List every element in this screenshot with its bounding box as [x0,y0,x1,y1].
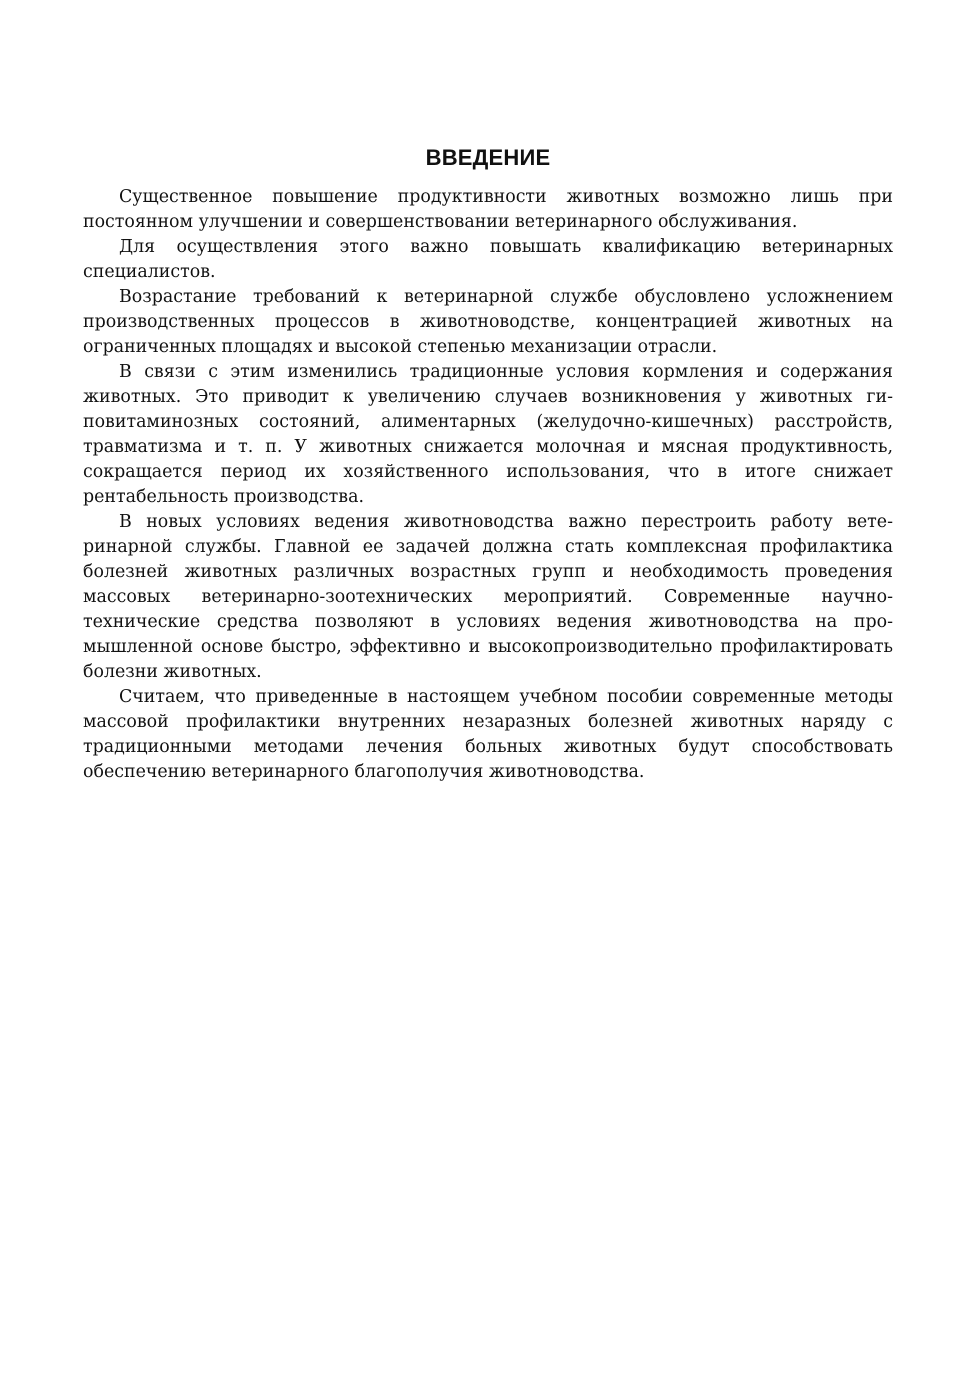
section-heading: ВВЕДЕНИЕ [425,145,551,170]
paragraph-4: В связи с этим изменились традиционные условия кормления и содержания животных. Это приводит к увеличению случаев возникновения у животных гиповитаминозных состояний, алиментарных (желудочно-кишечных) расстройств, травматизма и т. п. У животных снижается молочная и мясная продуктивность, сокращается период их хозяйственного использования, что в итоге снижает рентабельность производства. [83,362,893,507]
paragraph-2: Для осуществления этого важно повышать квалификацию ветеринарных специалистов. [83,237,893,282]
paragraph-6: Считаем, что приведенные в настоящем учебном пособии современные методы массовой профилактики внутренних незаразных болезней животных наряду с традиционными методами лечения больных животных будут способствовать обеспечению ветеринарного благополучия животноводства. [83,687,893,782]
body-text [83,185,893,785]
paragraph-5: В новых условиях ведения животноводства важно перестроить работу ветеринарной службы. Главной ее задачей должна стать комплексная профилактика болезней животных различных возрастных групп и необходимость проведения массовых ветеринарно-зоотехнических мероприятий. Современные научнотехнические средства позволяют в условиях ведения животноводства на промышленной основе быстро, эффективно и высокопроизводительно профилактировать болезни животных. [83,512,893,682]
paragraph-3: Возрастание требований к ветеринарной службе обусловлено усложнением производственных процессов в животноводстве, концентрацией животных на ограниченных площадях и высокой степенью механизации отрасли. [83,287,893,357]
paragraph-1: Существенное повышение продуктивности животных возможно лишь при постоянном улучшении и совершенствовании ветеринарного обслуживания. [83,187,893,232]
